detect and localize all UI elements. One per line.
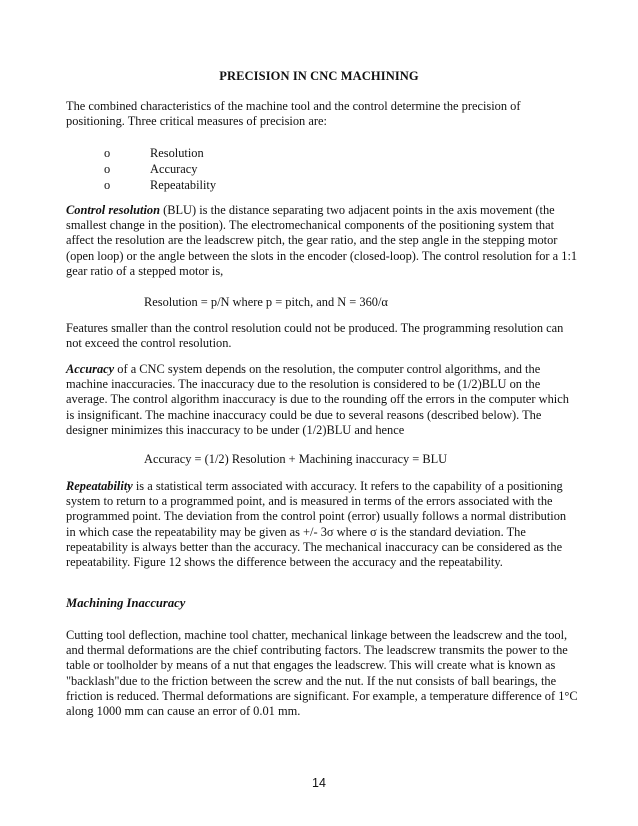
control-resolution-text: (BLU) is the distance separating two adjacent points in the axis movement (the smallest change in the position). The electromechanical components of the positioning system that affect the resolution are the leadscrew pitch, the gear ratio, and the step angle in the stepping motor (open loop) or the angle between the slots in the encoder (closed-loop). The control resolution for a 1:1 gear ratio of a stepped motor is, <box>66 203 578 278</box>
features-paragraph: Features smaller than the control resolution could not be produced. The programming resolution can not exceed the control resolution. <box>66 321 564 351</box>
accuracy-formula: Accuracy = (1/2) Resolution + Machining inaccuracy = BLU <box>144 452 448 466</box>
machining-inaccuracy-heading: Machining Inaccuracy <box>66 596 186 610</box>
accuracy-text: of a CNC system depends on the resolution, the computer control algorithms, and the machine inaccuracies. The inaccuracy due to the resolution is considered to be (1/2)BLU on the average. The control algorithm inaccuracy is due to the rounding off the errors in the computer which is insignificant. The machine inaccuracy could be due to several reasons (described below). The designer minimizes this inaccuracy to be under (1/2)BLU and hence <box>66 362 569 437</box>
machining-inaccuracy-paragraph: Cutting tool deflection, machine tool chatter, mechanical linkage between the leadscrew and the tool, and thermal deformations are the chief contributing factors. The leadscrew transmits the power to the table or toolholder by means of a nut that engages the leadscrew. This will create what is known as "backlash"due to the friction between the screw and the nut. If the nut consists of ball bearings, the friction is reduced. Thermal deformations are significant. For example, a temperature difference of 1°C along 1000 mm can cause an error of 0.01 mm. <box>66 628 578 719</box>
list-item-text: Repeatability <box>150 178 217 193</box>
page-title: PRECISION IN CNC MACHINING <box>219 69 419 83</box>
list-item-text: Resolution <box>150 146 204 160</box>
repeatability-text: is a statistical term associated with accuracy. It refers to the capability of a positioning system to return to a programmed point, and is measured in terms of the errors associated with the programmed point. The deviation from the control point (error) usually follows a normal distribution in which case the repeatability may be given as +/- 3σ where σ is the standard deviation. The repeatability is always better than the accuracy. The mechanical inaccuracy can be considered as the repeatability. Figure 12 shows the difference between the accuracy and the repeatability. <box>66 479 567 570</box>
repeatability-paragraph <box>66 479 578 570</box>
intro-paragraph: The combined characteristics of the machine tool and the control determine the precision of positioning. Three critical measures of precision are: <box>66 99 521 129</box>
page-number: 14 <box>312 776 326 790</box>
list-item <box>104 161 216 177</box>
control-resolution-term: Control resolution <box>66 203 160 217</box>
precision-measures-list <box>104 145 216 194</box>
resolution-formula: Resolution = p/N where p = pitch, and N = 360/α <box>144 295 388 309</box>
list-item-text: Accuracy <box>150 162 198 177</box>
control-resolution-paragraph <box>66 203 578 279</box>
list-item <box>104 145 216 161</box>
repeatability-term: Repeatability <box>66 479 133 493</box>
accuracy-term: Accuracy <box>66 362 115 376</box>
list-item <box>104 177 216 193</box>
list-bullet: o <box>104 178 111 193</box>
accuracy-paragraph <box>66 362 578 438</box>
list-bullet: o <box>104 162 111 177</box>
list-bullet: o <box>104 146 111 160</box>
